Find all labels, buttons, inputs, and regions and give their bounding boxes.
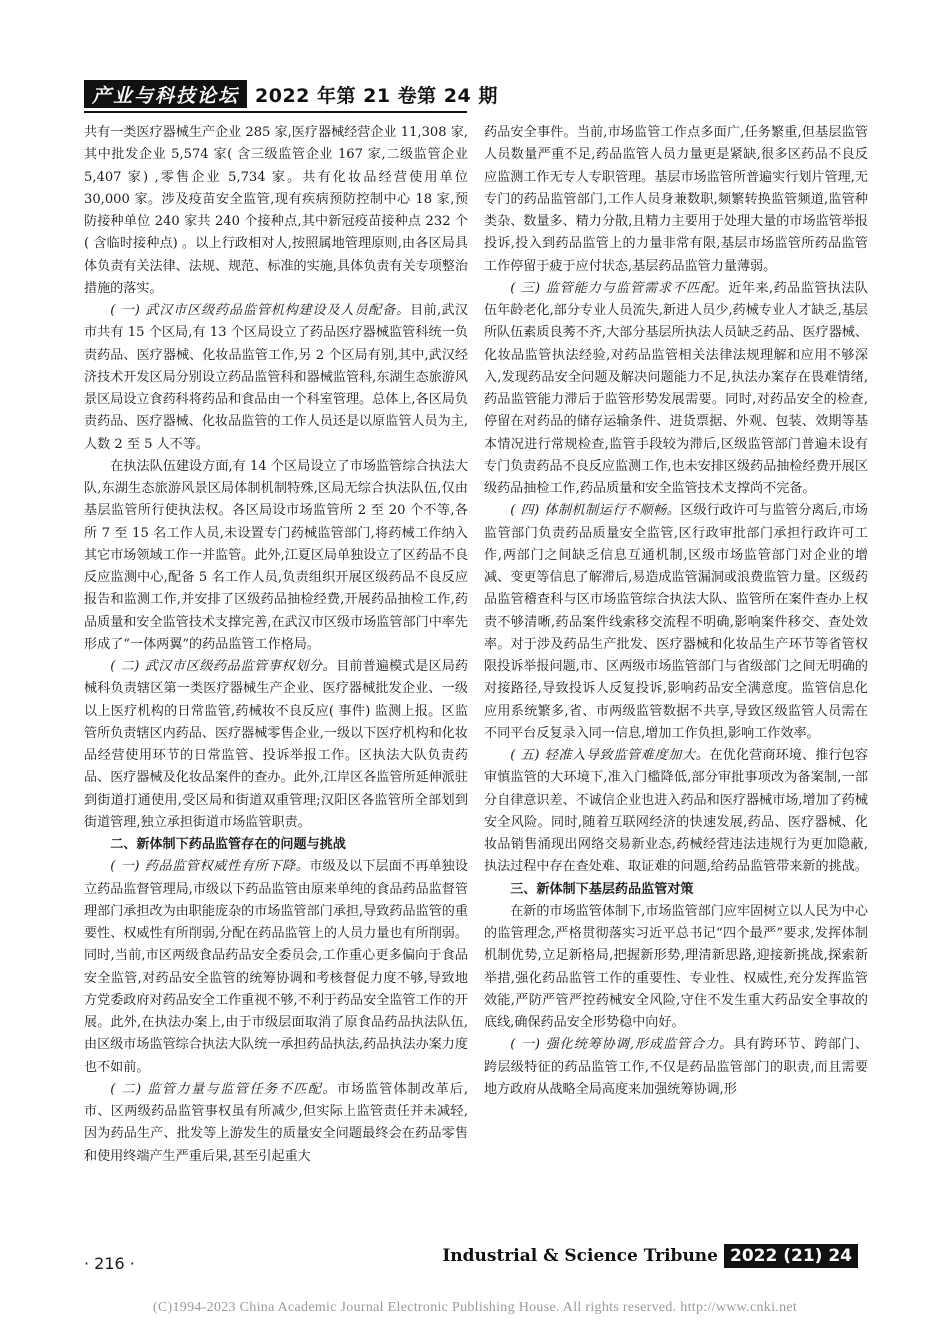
paragraph [84, 856, 468, 1079]
paragraph-text: 近年来,药品监管执法队伍年龄老化,部分专业人员流失,新进人员少,药械专业人才缺乏,基层所队伍素质良莠不齐,大部分基层所执法人员缺乏药品、医疗器械、化妆品监管执法经验,对药品监管相关法律法规理解和应用不够深入,发现药品安全问题及解决问题能力不足,执法办案存在畏难情绪,药品监管能力滞后于监管形势发展需要。同时,对药品安全的检查,停留在对药品的储存运输条件、进货票据、外观、包装、效期等基本情况进行常规检查,监管手段较为滞后,区级监管部门普遍未设有专门负责药品不良反应监测工作,也未安排区级药品抽检经费开展区级药品抽检工作,药品质量和安全监管技术支撑尚不完备。 [484, 280, 868, 496]
section-heading: 三、新体制下基层药品监管对策 [510, 881, 694, 897]
paragraph-text: 市级及以下层面不再单独设立药品监督管理局,市级以下药品监管由原来单纯的食品药品监督管理部门承担改为由职能庞杂的市场监管部门承担,导致药品监管的重要性、权威性有所削弱,分配在药品监管上的人员力量也有所削弱。同时,当前,市区两级食品药品安全委员会,工作重心更多偏向于食品安全监管,对药品安全监管的统筹协调和考核督促力度不够,导致地方党委政府对药品安全工作重视不够,不利于药品安全监管工作的开展。此外,在执法办案上,由于市级层面取消了原食品药品执法队伍,由区级市场监管综合执法大队统一承担药品执法,药品执法办案力度也不如前。 [84, 859, 468, 1075]
paragraph-text: 目前,武汉市共有 15 个区局,有 13 个区局设立了药品医疗器械监管科统一负责药品、医疗器械、化妆品监管工作,另 2 个区局有别,其中,武汉经济技术开发区局分别设立药品监管科和器械监管科,东湖生态旅游风景区局设立食药科将药品和食品由一个科室管理。总体上,各区局负责药品、医疗器械、化妆品监管的工作人员还是以原监管人员为主,人数 2 至 5 人不等。 [84, 303, 468, 452]
paragraph-text: 在优化营商环境、推行包容审慎监管的大环境下,准入门槛降低,部分审批事项改为备案制,一部分自律意识差、不诚信企业也进入药品和医疗器械市场,增加了药械安全风险。同时,随着互联网经济的快速发展,药品、医疗器械、化妆品销售涌现出网络交易新业态,药械经营违法违规行为更加隐蔽,执法过程中存在查处难、取证难的问题,给药品监管带来新的挑战。 [484, 748, 868, 875]
subsection-title: ( 二) 武汉市区级药品监管事权划分。 [110, 659, 337, 674]
page-number: · 216 · [84, 1254, 135, 1273]
subsection-title: ( 一) 药品监管权威性有所下降。 [110, 859, 310, 875]
paragraph: 在新的市场监管体制下,市场监管部门应牢固树立以人民为中心的监管理念,严格贯彻落实习近平总书记“四个最严”要求,发挥体制机制优势,立足新格局,把握新形势,理清新思路,迎接新挑战,探索新举措,强化药品监管工作的重要性、专业性、权威性,充分发挥监管效能,严防严管严控药械安全风险,守住不发生重大药品安全事故的底线,确保药品安全形势稳中向好。 [484, 903, 868, 1030]
subsection-title: ( 二) 监管力量与监管任务不匹配。 [110, 1081, 338, 1097]
paragraph [84, 656, 468, 834]
subsection-title: ( 四) 体制机制运行不顺畅。 [510, 503, 681, 519]
subsection-title: ( 一) 武汉市区级药品监管机构建设及人员配备。 [110, 303, 411, 318]
section-heading: 二、新体制下药品监管存在的问题与挑战 [110, 837, 346, 852]
page-footer [442, 1244, 858, 1268]
paragraph [484, 278, 868, 501]
subsection-title: ( 三) 监管能力与监管需求不匹配。 [510, 280, 729, 296]
journal-title-cn: 产业与科技论坛 [84, 80, 247, 108]
paragraph-text: 具有跨环节、跨部门、跨层级特征的药品监管工作,不仅是药品监管部门的职责,而且需要地方政府从战略全局高度来加强统筹协调,形 [484, 1037, 869, 1097]
paragraph [84, 300, 468, 456]
page-header [84, 80, 498, 108]
paragraph [484, 1034, 868, 1101]
copyright-notice: (C)1994-2023 China Academic Journal Electronic Publishing House. All rights reserved. http://www.cnki.net [152, 1300, 798, 1315]
paragraph: 药品安全事件。当前,市场监管工作点多面广,任务繁重,但基层监管人员数量严重不足,药品监管人员力量更是紧缺,很多区药品不良反应监测工作无专人专职管理。基层市场监管所普遍实行划片管理,无专门的药品监管部门,工作人员身兼数职,频繁转换监管频道,监管种类杂、数量多、精力分散,且精力主要用于处理大量的市场监管举报投诉,投入到药品监管上的力量非常有限,基层市场监管所药品监管工作停留于疲于应付状态,基层药品监管力量薄弱。 [484, 125, 868, 274]
right-column [484, 122, 868, 1101]
left-column [84, 122, 468, 1168]
paragraph: 在执法队伍建设方面,有 14 个区局设立了市场监管综合执法大队,东湖生态旅游风景区局体制机制特殊,区局无综合执法队伍,仅由基层监管所行使执法权。各区局设市场监管所 2 至 20 个不等,各所 7 至 15 名工作人员,未设置专门药械监管部门,将药械工作纳入其它市场领域工作一并监管。此外,江夏区局单独设立了区药品不良反应监测中心,配备 5 名工作人员,负责组织开展区级药品不良反应报告和监测工作,并安排了区级药品抽检经费,开展药品抽检工作,药品质量和安全监管技术支撑完善,在武汉市区级市场监管部门中率先形成了“一体两翼”的药品监管工作格局。 [84, 458, 468, 652]
paragraph-text: 目前普遍模式是区局药械科负责辖区第一类医疗器械生产企业、医疗器械批发企业、一级以上医疗机构的日常监管,药械妆不良反应( 事件) 监测上报。区监管所负责辖区内药品、医疗器械零售企业,一级以下医疗机构和化妆品经营使用环节的日常监管、投诉举报工作。区执法大队负责药品、医疗器械及化妆品案件的查办。此外,江岸区各监管所延伸派驻到街道打通使用,受区局和街道双重管理;汉阳区各监管所全部划到街道管理,独立承担街道市场监管职责。 [84, 659, 468, 830]
paragraph: 共有一类医疗器械生产企业 285 家,医疗器械经营企业 11,308 家,其中批发企业 5,574 家( 含三级监管企业 167 家,二级监管企业 5,407 家) ,零售企业 5,734 家。共有化妆品经营使用单位 30,000 家。涉及疫苗安全监管,现有疾病预防控制中心 18 家,预防接种单位 240 家共 240 个接种点,其中新冠疫苗接种点 232 个( 含临时接种点) 。以上行政相对人,按照属地管理原则,由各区局具体负责有关法律、法规、规范、标准的实施,具体负责有关专项整治措施的落实。 [84, 125, 468, 296]
subsection-title: ( 五) 轻准入导致监管难度加大。 [510, 748, 710, 763]
paragraph [484, 500, 868, 745]
paragraph [484, 745, 868, 879]
paragraph-text: 区级行政许可与监管分离后,市场监管部门负责药品质量安全监管,区行政审批部门承担行政许可工作,两部门之间缺乏信息互通机制,区级市场监管部门对企业的增减、变更等信息了解滞后,易造成监管漏洞或浪费监管力量。区级药品监管稽查科与区市场监管综合执法大队、监管所在案件查办上权责不够清晰,药品案件线索移交流程不明确,影响案件移交、查处效率。对于涉及药品生产批发、医疗器械和化妆品生产环节等省管权限投诉举报问题,市、区两级市场监管部门与省级部门之间无明确的对接路径,导致投诉人反复投诉,影响药品安全满意度。监管信息化应用系统繁多,省、市两级监管数据不共享,导致区级监管人员需在不同平台反复录入同一信息,增加工作负担,影响工作效率。 [484, 503, 868, 741]
issue-code: 2022 (21) 24 [724, 1244, 858, 1268]
issue-info: 2022 年第 21 卷第 24 期 [255, 84, 498, 107]
paragraph [84, 1079, 468, 1168]
header-divider [84, 111, 467, 113]
subsection-title: ( 一) 强化统筹协调,形成监管合力。 [510, 1037, 734, 1053]
journal-title-en: Industrial & Science Tribune [442, 1246, 718, 1266]
paragraph-text: 市场监管体制改革后,市、区两级药品监管事权虽有所减少,但实际上监管责任并未减轻,因为药品生产、批发等上游发生的质量安全问题最终会在药品零售和使用终端产生严重后果,甚至引起重大 [84, 1081, 468, 1164]
